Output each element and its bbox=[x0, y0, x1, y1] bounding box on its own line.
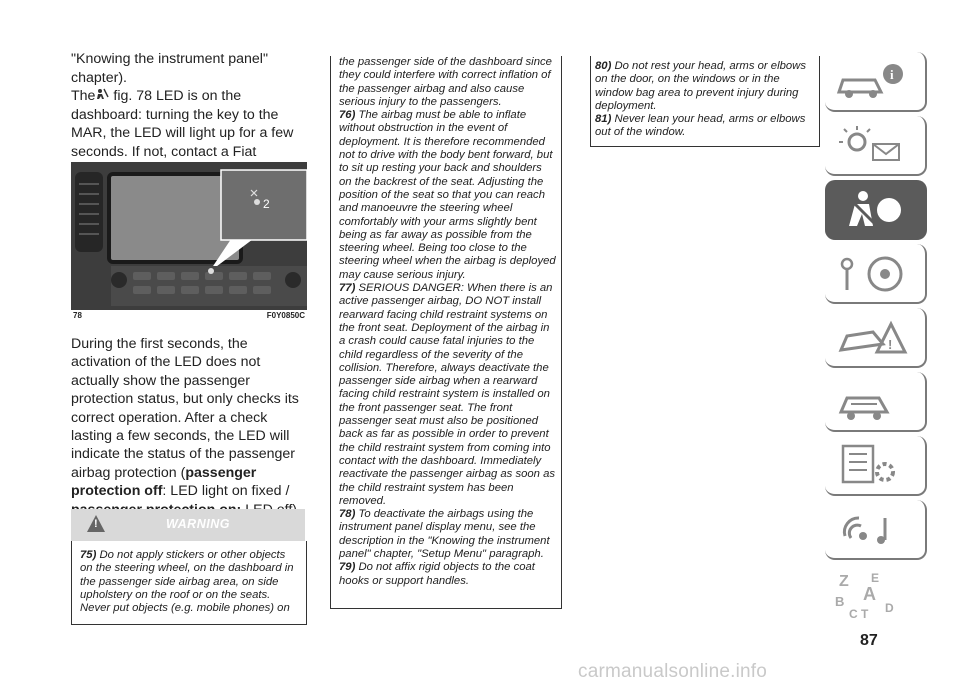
svg-text:Z: Z bbox=[839, 573, 849, 590]
passenger-protection-off-label: passenger protection off bbox=[71, 464, 257, 500]
warning-81: 81) Never lean your head, arms or elbows out of the window. bbox=[595, 113, 806, 139]
svg-text:2: 2 bbox=[263, 197, 270, 211]
warning-77: 77) SERIOUS DANGER: When there is an active passenger airbag, DO NOT install rearward facing child restraint systems on the front seat. Deployment of the airbag in a crash could cause fatal injuries to the child regardless of the severity of the collision. Therefore, always deactivate the passenger side airbag when a rearward facing child restraint system is installed on the front passenger seat. The front passenger seat must also be positioned back as far as possible in order to prevent the child restraint system from coming into contact with the dashboard. Immediately reactivate the passenger airbag as soon as the child restraint system has been removed. bbox=[339, 282, 556, 507]
tab-index[interactable] bbox=[825, 564, 927, 624]
warning-triangle-icon: ! bbox=[87, 515, 105, 532]
index-letters-icon bbox=[833, 570, 913, 620]
svg-text:C: C bbox=[849, 607, 858, 620]
tab-car-info[interactable] bbox=[825, 52, 927, 112]
svg-text:i: i bbox=[890, 67, 894, 82]
figure-number: 78 bbox=[73, 311, 82, 320]
tab-warning-lights[interactable] bbox=[825, 116, 927, 176]
emergency-car-icon bbox=[833, 314, 913, 360]
warning-75: 75) Do not apply stickers or other objects on the steering wheel, on the dashboard in the passenger side airbag area, on side upholstery on the roof or on the seats. Never put objects (e.g. mobile phones) on bbox=[80, 549, 294, 615]
car-maintenance-icon bbox=[833, 378, 913, 424]
tab-technical-specs[interactable] bbox=[825, 436, 927, 496]
airbag-off-led-icon bbox=[95, 88, 109, 100]
svg-text:D: D bbox=[885, 601, 894, 615]
specifications-gear-icon bbox=[833, 442, 913, 488]
svg-text:!: ! bbox=[888, 337, 893, 352]
warning-75-continued: the passenger side of the dashboard since they could interfere with correct inflation of the passenger airbag and also cause serious injury to the passengers. bbox=[339, 56, 552, 108]
warning-box-col2 bbox=[330, 56, 562, 609]
warning-80: 80) Do not rest your head, arms or elbows on the door, on the windows or in the window bag area to prevent injury during deployment. bbox=[595, 60, 806, 112]
tab-safety[interactable] bbox=[825, 180, 927, 240]
figure-code: F0Y0850C bbox=[266, 311, 305, 320]
tab-emergency[interactable] bbox=[825, 308, 927, 368]
warning-79: 79) Do not affix rigid objects to the coat hooks or support handles. bbox=[339, 561, 535, 587]
safety-airbag-icon bbox=[833, 186, 913, 232]
warning-box-col3 bbox=[590, 56, 820, 147]
warning-76: 76) The airbag must be able to inflate without obstruction in the event of deployment. It is therefore recommended not to drive with the body bent forward, but to sit up resting your back and shoulders on the backrest of the seat. Adjusting the position of the seat so that you can reach and manoeuvre the steering wheel comfortably with your arms slightly bent being as far away as possible from the steering wheel. Being too close to the steering wheel when the airbag is deployed may cause serious injury. bbox=[339, 109, 556, 281]
warning-78: 78) To deactivate the airbags using the instrument panel display menu, see the description in the "Knowing the instrument panel" chapter, "Setup Menu" paragraph. bbox=[339, 508, 550, 560]
svg-text:E: E bbox=[871, 571, 880, 585]
warning-title: WARNING bbox=[166, 517, 230, 531]
led-status-text: During the first seconds, the activation of the LED does not actually show the passenger protection status, but only checks its correct operation. After a check lasting a few seconds, the LED will indicate the status of the passenger airbag protection (passenger protection off: LED light on fixed / bbox=[71, 335, 307, 519]
svg-text:A: A bbox=[863, 584, 876, 604]
page-number: 87 bbox=[860, 632, 878, 649]
intro-paragraph-2: The fig. 78 LED is on the dashboard: turning the key to the MAR, the LED will light up for a few seconds. If not, contact a Fiat bbox=[71, 88, 294, 160]
figure-dashboard-led bbox=[71, 162, 307, 310]
tab-multimedia[interactable] bbox=[825, 500, 927, 560]
tab-maintenance[interactable] bbox=[825, 372, 927, 432]
steering-key-icon bbox=[833, 250, 913, 296]
warning-lights-icon bbox=[833, 122, 913, 168]
intro-text bbox=[71, 50, 307, 180]
multimedia-icon bbox=[833, 506, 913, 552]
warning-box-col1 bbox=[71, 541, 307, 625]
tab-starting-driving[interactable] bbox=[825, 244, 927, 304]
svg-text:B: B bbox=[835, 594, 845, 609]
watermark: carmanualsonline.info bbox=[578, 661, 768, 682]
car-info-icon bbox=[833, 58, 913, 104]
svg-text:T: T bbox=[861, 607, 869, 620]
intro-paragraph-1: "Knowing the instrument panel" chapter). bbox=[71, 51, 268, 86]
dashboard-illustration bbox=[71, 162, 307, 310]
warning-header bbox=[71, 509, 305, 541]
